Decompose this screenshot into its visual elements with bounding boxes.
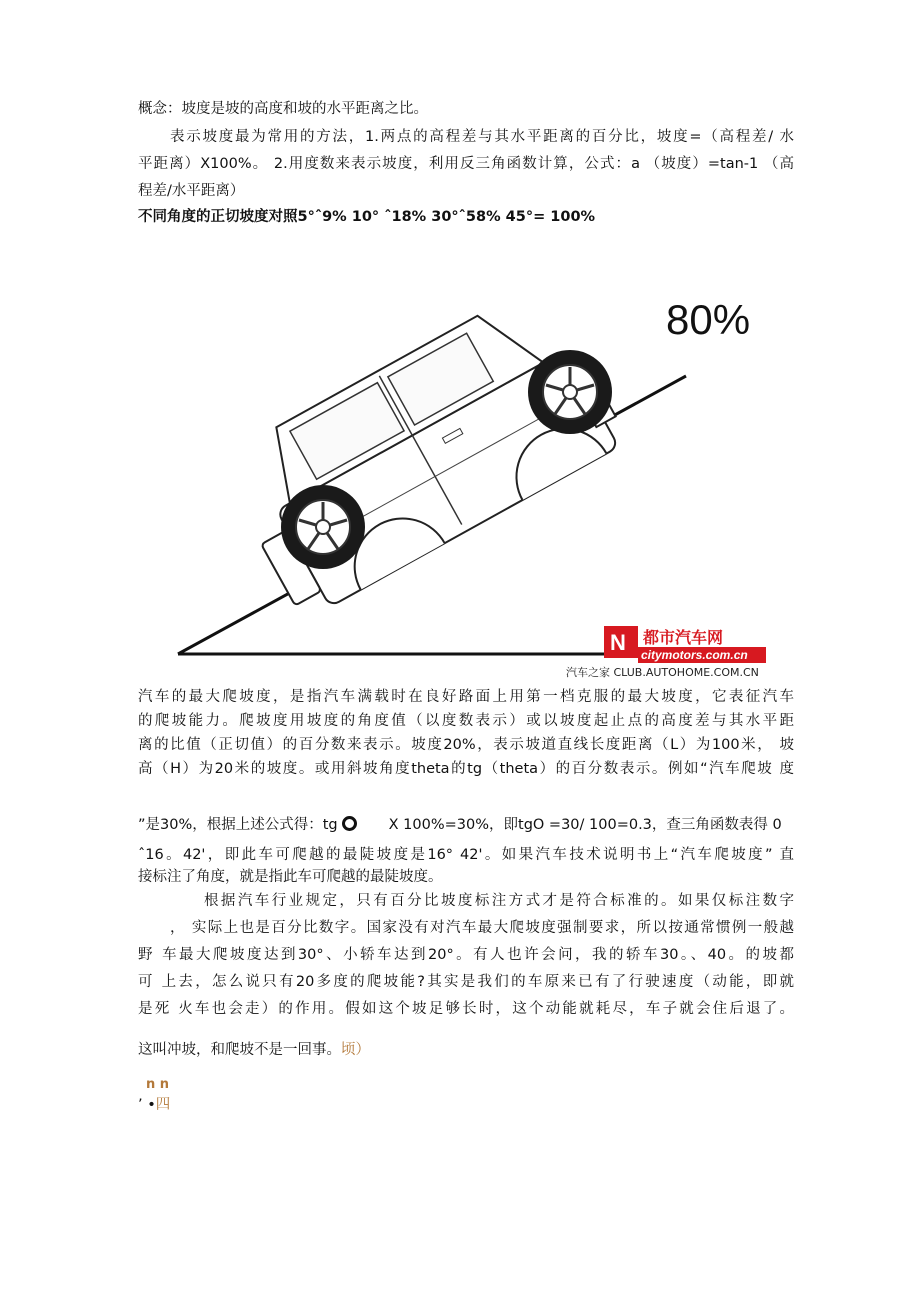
- watermark-cn-text: 都市汽车网: [643, 628, 724, 647]
- tail-artifact-char: 四: [155, 1097, 171, 1113]
- paragraph-4-line-2: ， 实际上也是百分比数字。国家没有对汽车最大爬坡度强制要求，所以按通常惯例一般越: [170, 920, 794, 936]
- paragraph-4-line-1: 根据汽车行业规定，只有百分比坡度标注方式才是符合标准的。如果仅标注数字: [204, 893, 794, 909]
- paragraph-3-line-3: 接标注了角度，就是指此车可爬越的最陡坡度。: [138, 869, 443, 885]
- suv-drawing: [215, 281, 629, 621]
- paragraph-1-line-2: 平距离）X100%。 2.用度数来表示坡度，利用反三角函数计算，公式：a （坡度）=tan-1 （高: [138, 156, 794, 172]
- rear-wheel: [281, 485, 365, 569]
- vehicle-on-slope-illustration: [138, 262, 778, 682]
- formula-text-start: ”是30%，根据上述公式得：tg: [138, 817, 338, 833]
- slope-percent-label: 80%: [666, 296, 751, 343]
- closing-artifact: 顷）: [341, 1042, 370, 1058]
- angle-comparison-line: 不同角度的正切坡度对照5°ˆ9% 10° ˆ18% 30°ˆ58% 45°= 100%: [138, 209, 596, 225]
- paragraph-2-line-4: 高（H）为20米的坡度。或用斜坡角度theta的tg（theta）的百分数表示。例如“汽车爬坡 度: [138, 761, 794, 777]
- tail-artifact-line-1: n n: [146, 1077, 170, 1092]
- slope-figure: [138, 262, 778, 682]
- paragraph-2-line-3: 离的比值（正切值）的百分数来表示。坡度20%，表示坡道直线长度距离（L）为100米， 坡: [138, 737, 794, 753]
- tail-artifact-mark: ’ •: [138, 1097, 156, 1113]
- svg-text:N: N: [610, 630, 626, 655]
- front-wheel: [528, 350, 612, 434]
- paragraph-4-line-5: 是死 火车也会走）的作用。假如这个坡足够长时，这个动能就耗尽，车子就会住后退了。: [138, 1001, 794, 1017]
- paragraph-3-line-1: [138, 814, 794, 836]
- watermark-source-text: 汽车之家 CLUB.AUTOHOME.COM.CN: [566, 666, 759, 679]
- concept-line: 概念：坡度是坡的高度和坡的水平距离之比。: [138, 101, 428, 117]
- watermark-en-text: citymotors.com.cn: [641, 648, 748, 662]
- paragraph-5-line-1: [138, 1039, 370, 1061]
- paragraph-2-line-2: 的爬坡能力。爬坡度用坡度的角度值（以度数表示）或以坡度起止点的高度差与其水平距: [138, 713, 794, 729]
- paragraph-2-line-1: 汽车的最大爬坡度，是指汽车满载时在良好路面上用第一档克服的最大坡度，它表征汽车: [138, 689, 794, 705]
- paragraph-3-line-2: ˆ16。42'，即此车可爬越的最陡坡度是16° 42'。如果汽车技术说明书上“汽车爬坡度” 直: [138, 847, 794, 863]
- paragraph-4-line-3: 野 车最大爬坡度达到30°、小轿车达到20°。有人也许会问，我的轿车30。、40。的坡都: [138, 947, 794, 963]
- paragraph-1-line-3: 程差/水平距离）: [138, 183, 245, 199]
- closing-sentence: 这叫冲坡，和爬坡不是一回事。: [138, 1042, 341, 1058]
- paragraph-4-line-4: 可 上去，怎么说只有20多度的爬坡能?其实是我们的车原来已有了行驶速度（动能，即就: [138, 974, 794, 990]
- circle-symbol-icon: [342, 816, 357, 831]
- formula-text-end: X 100%=30%，即tgO =30/ 100=0.3，查三角函数表得 0: [388, 817, 782, 833]
- tail-artifact-line-2: [138, 1094, 170, 1116]
- paragraph-1-line-1: 表示坡度最为常用的方法，1.两点的高程差与其水平距离的百分比，坡度=（高程差/ 水: [170, 129, 794, 145]
